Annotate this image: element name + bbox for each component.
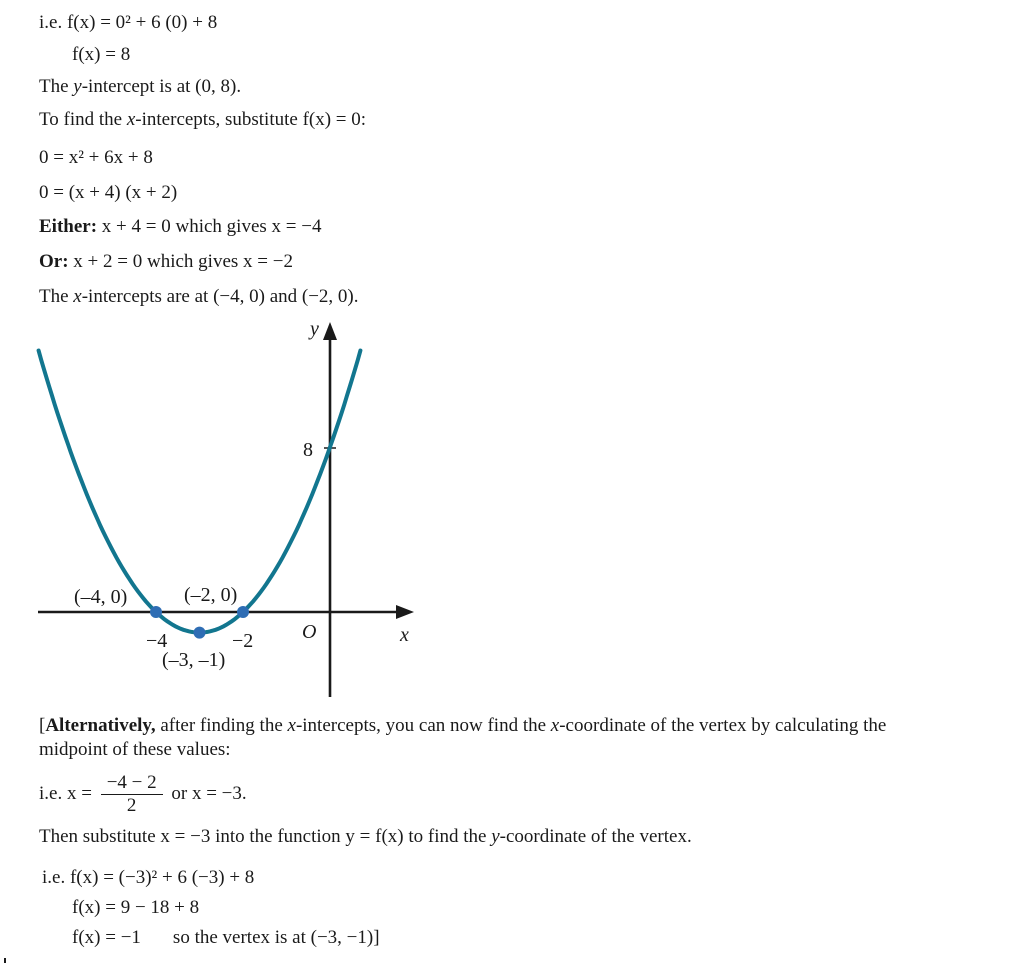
alternatively-line-2: midpoint of these values: (39, 739, 231, 760)
origin-label: O (302, 621, 317, 643)
working-line-fx-zero: i.e. f(x) = 0² + 6 (0) + 8 (39, 12, 218, 33)
x-axis-arrow (396, 605, 414, 619)
x-intercept-point-neg2 (237, 606, 249, 618)
page-edge-mark (4, 958, 6, 963)
point-label-neg4-0: (–4, 0) (74, 586, 128, 608)
substitute-instruction: Then substitute x = −3 into the function y = f(x) to find the y-coordinate of the vertex. (39, 826, 692, 847)
point-label-neg2-0: (–2, 0) (184, 584, 238, 606)
x-tick-label-neg2: −2 (232, 630, 254, 652)
equation-quadratic: 0 = x² + 6x + 8 (39, 147, 153, 168)
vertex-working-line-3: f(x) = −1 so the vertex is at (−3, −1)] (72, 927, 380, 948)
x-tick-label-neg4: −4 (146, 630, 168, 652)
vertex-working-line-2: f(x) = 9 − 18 + 8 (72, 897, 200, 918)
y-tick-label-8: 8 (303, 439, 313, 461)
x-intercept-point-neg4 (150, 606, 162, 618)
or-line: Or: x + 2 = 0 which gives x = −2 (39, 251, 293, 272)
equation-factorised: 0 = (x + 4) (x + 2) (39, 182, 178, 203)
x-intercepts-result: The x-intercepts are at (−4, 0) and (−2, 0). (39, 286, 359, 307)
math-expression: f(x) = 8 (72, 44, 131, 65)
x-axis-label: x (400, 624, 409, 646)
vertex-conclusion: so the vertex is at (−3, −1)] (172, 927, 380, 948)
midpoint-calculation: i.e. x = $\frac{-4 - 2}{2}$ or x = −3. (39, 772, 247, 816)
point-label-vertex: (–3, –1) (162, 649, 226, 671)
alternatively-line-1: [Alternatively, after finding the x-intercepts, you can now find the x-coordinate of the vertex by calculating the (39, 715, 887, 736)
either-line: Either: x + 4 = 0 which gives x = −4 (39, 216, 322, 237)
y-intercept-statement: The y-intercept is at (0, 8). (39, 76, 242, 97)
vertex-working-line-1: i.e. f(x) = (−3)² + 6 (−3) + 8 (42, 867, 255, 888)
y-axis-arrow (323, 322, 337, 340)
fraction-denominator: 2 (126, 795, 137, 816)
fraction-numerator: −4 − 2 (101, 772, 163, 795)
vertex-point (194, 627, 206, 639)
x-intercept-instruction: To find the x-intercepts, substitute f(x) = 0: (39, 109, 367, 130)
midpoint-fraction (101, 772, 163, 817)
parabola-graph (0, 305, 460, 705)
y-axis-label: y (310, 318, 319, 340)
math-expression: f(x) = 0² + 6 (0) + 8 (66, 12, 218, 33)
working-line-fx-eight (72, 43, 130, 67)
